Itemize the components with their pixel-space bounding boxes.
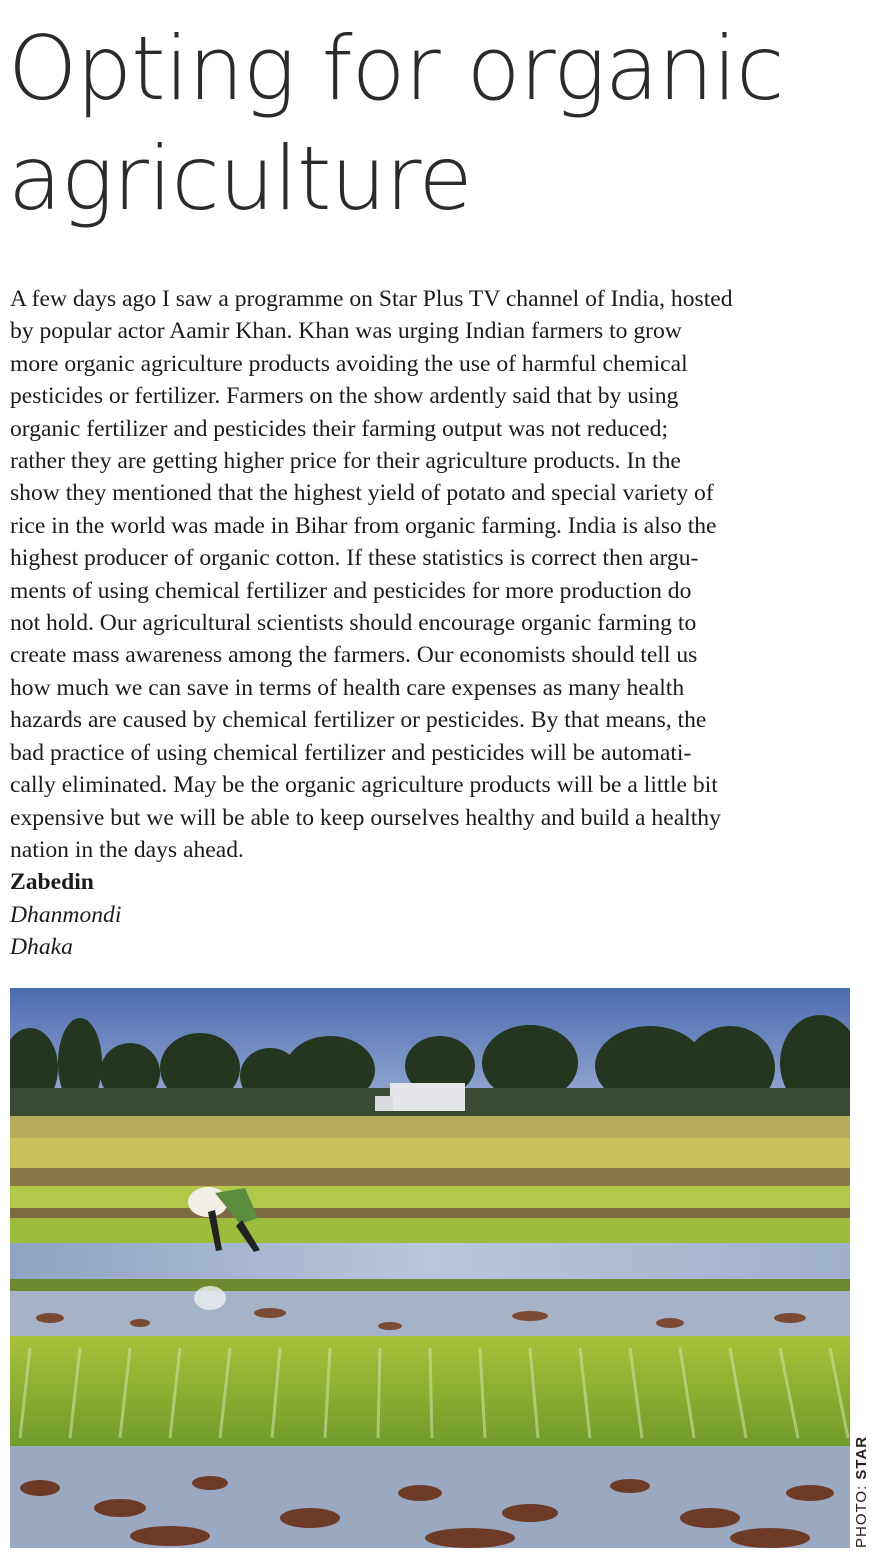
body-line: bad practice of using chemical fertilizer and pesticides will be automati- (10, 739, 692, 766)
body-line: A few days ago I saw a programme on Star Plus TV channel of India, hosted (10, 286, 733, 312)
body-line: by popular actor Aamir Khan. Khan was urging Indian farmers to grow (10, 318, 682, 345)
body-line: more organic agriculture products avoiding the use of harmful chemical (10, 350, 688, 377)
photo-credit (852, 1428, 872, 1548)
body-line: pesticides or fertilizer. Farmers on the show ardently said that by using (10, 383, 679, 410)
signature-location-city: Dhaka (10, 934, 73, 961)
body-line: create mass awareness among the farmers. Our economists should tell us (10, 642, 698, 669)
body-line: organic fertilizer and pesticides their farming output was not reduced; (10, 415, 668, 442)
body-line: cally eliminated. May be the organic agriculture products will be a little bit (10, 772, 718, 799)
body-line: how much we can save in terms of health care expenses as many health (10, 674, 685, 701)
body-line: rice in the world was made in Bihar from organic farming. India is also the (10, 512, 717, 539)
body-line: expensive but we will be able to keep ourselves healthy and build a healthy (10, 804, 721, 831)
body-line: hazards are caused by chemical fertilizer or pesticides. By that means, the (10, 707, 707, 734)
letter-body (10, 283, 850, 964)
photo-credit-prefix: PHOTO: (853, 1479, 870, 1548)
body-line: highest producer of organic cotton. If these statistics is correct then argu- (10, 545, 699, 572)
body-line: not hold. Our agricultural scientists should encourage organic farming to (10, 610, 697, 637)
body-line: rather they are getting higher price for their agriculture products. In the (10, 448, 681, 475)
headline-line-2: agriculture (8, 127, 472, 230)
body-line: show they mentioned that the highest yield of potato and special variety of (10, 480, 714, 507)
body-line: nation in the days ahead. (10, 836, 244, 863)
photo-credit-source: STAR (853, 1435, 870, 1480)
headline-line-1: Opting for organic (8, 17, 784, 120)
headline (8, 14, 868, 234)
paddy-field-photo (10, 988, 850, 1548)
body-line: ments of using chemical fertilizer and pesticides for more production do (10, 577, 692, 604)
signature-location-area: Dhanmondi (10, 901, 122, 928)
signature-name: Zabedin (10, 869, 94, 896)
